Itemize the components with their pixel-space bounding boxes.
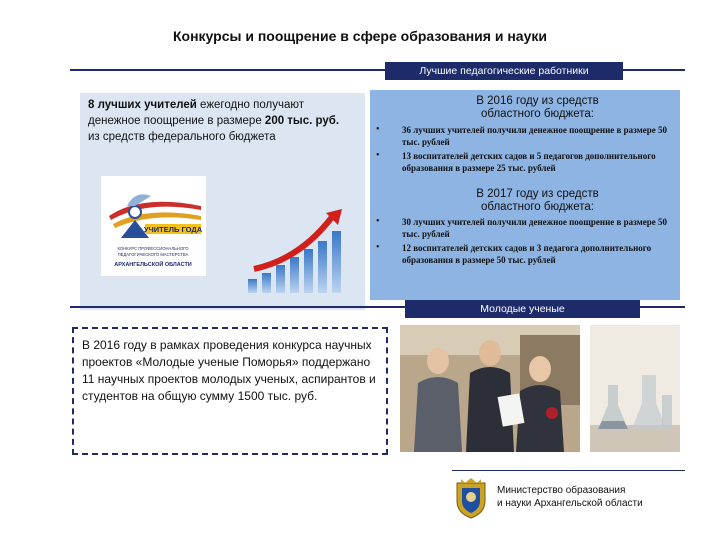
budget-heading-2017: В 2017 году из средств областного бюджета: [476, 188, 599, 213]
list-item: • 36 лучших учителей получили денежное поощрение в размере 50 тыс. рублей [374, 124, 674, 148]
poster-logo-text: УЧИТЕЛЬ ГОДА [143, 225, 203, 234]
band-best-teachers: Лучшие педагогические работники [385, 62, 623, 80]
award-ceremony-image [400, 325, 580, 452]
regional-budget-panel [370, 90, 680, 300]
teachers-amount: 200 тыс. руб. [264, 115, 340, 127]
growth-arrow-icon [240, 207, 360, 297]
ministry-line-1: Министерство образования [497, 485, 626, 496]
teachers-intro: ежегодно получают денежное поощрение в размере [88, 99, 305, 127]
band-young-scientists: Молодые ученые [405, 300, 640, 318]
teacher-of-year-logo-icon [101, 176, 206, 276]
list-item: • 12 воспитателей детских садов и 3 педагога дополнительного образования в размере 50 тыс. рублей [374, 242, 674, 266]
divider-bottom [452, 470, 685, 471]
ministry-caption [497, 484, 643, 510]
award-ceremony-photo [400, 325, 580, 452]
teachers-source: из средств федерального бюджета [88, 131, 276, 143]
laboratory-image [590, 325, 680, 452]
budget-list-2016 [374, 124, 674, 174]
poster-caption-1: КОНКУРС ПРОФЕССИОНАЛЬНОГО [117, 246, 189, 251]
laboratory-photo [590, 325, 680, 452]
teacher-of-year-poster [100, 175, 207, 277]
poster-region: АРХАНГЕЛЬСКОЙ ОБЛАСТИ [114, 262, 192, 268]
page-title: Конкурсы и поощрение в сфере образования и науки [173, 28, 547, 44]
teachers-text [88, 97, 353, 145]
budget-heading-2016: В 2016 году из средств областного бюджета: [476, 95, 599, 120]
budget-list-2017 [374, 216, 674, 266]
ministry-line-2: и науки Архангельской области [497, 498, 643, 509]
teachers-count: 8 лучших учителей [88, 99, 197, 111]
list-item: • 30 лучших учителей получили денежное поощрение в размере 50 тыс. рублей [374, 216, 674, 240]
growth-bars [248, 231, 341, 293]
coat-of-arms-icon [453, 477, 489, 519]
young-scientists-text: В 2016 году в рамках проведения конкурса научных проектов «Молодые ученые Поморья» поддержано 11 научных проектов молодых ученых, аспирантов и студентов на общую сумму 1500 тыс. руб. [72, 327, 388, 455]
poster-caption-2: ПЕДАГОГИЧЕСКОГО МАСТЕРСТВА [117, 252, 189, 257]
list-item: • 13 воспитателей детских садов и 5 педагогов дополнительного образования в размере 25 тыс. рублей [374, 150, 674, 174]
